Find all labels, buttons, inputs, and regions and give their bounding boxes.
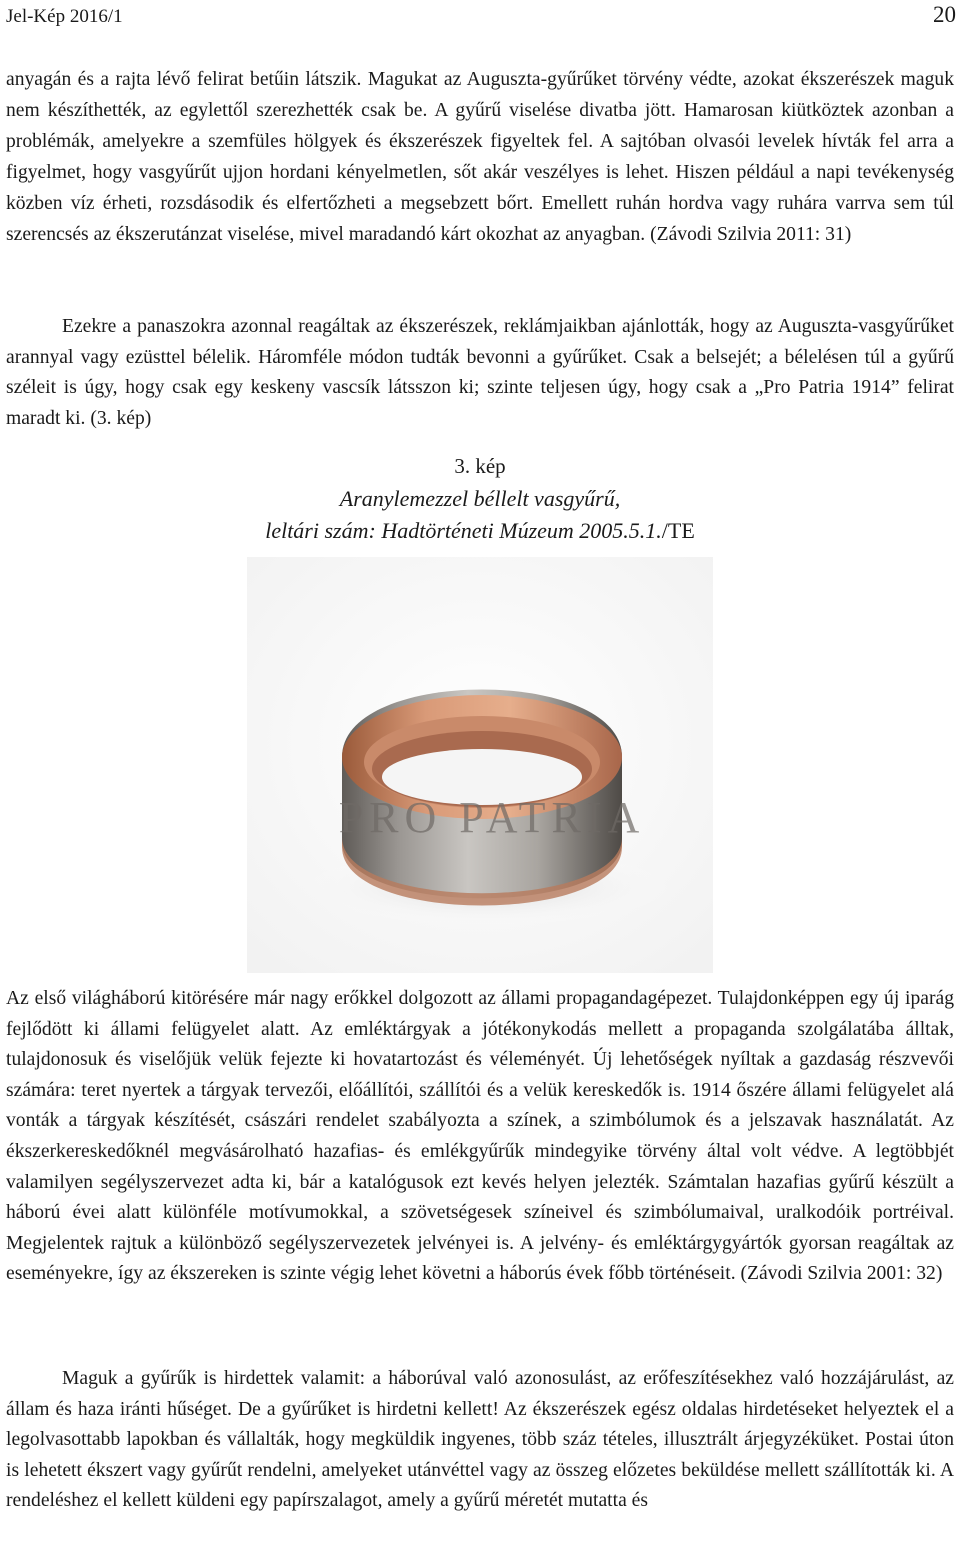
figure-inventory xyxy=(0,518,960,544)
journal-title: Jel-Kép 2016/1 xyxy=(6,6,123,27)
inventory-suffix: /TE xyxy=(661,518,695,543)
inventory-number: leltári szám: Hadtörténeti Múzeum 2005.5.1. xyxy=(265,518,662,543)
paragraph-4: Maguk a gyűrűk is hirdettek valamit: a háborúval való azonosulást, az erőfeszítésekhez való hozzájárulást, az állam és haza iránti hűséget. De a gyűrűket is hirdetni kellett! Az ékszerészek egész oldalas hirdetéseket helyeztek el a legolvasottabb lapokban és vállalták, hogy megküldik ingyenes, több száz tételes, illusztrált árjegyzéküket. Postai úton is lehetett ékszert vagy gyűrűt rendelni, amelyeket utánvéttel vagy az összeg előzetes beküldése mellett szállították ki. A rendeléshez el kellett küldeni egy papírszalagot, amely a gyűrű méretét mutatta és xyxy=(6,1368,954,1511)
ring-inscription: PRO PATRIA xyxy=(338,793,646,842)
paragraph-2: Ezekre a panaszokra azonnal reagáltak az ékszerészek, reklámjaikban ajánlották, hogy az Auguszta-vasgyűrűket arannyal vagy ezüsttel bélelik. Háromféle módon tudták bevonni a gyűrűket. Csak a belsejét; a bélelésen túl a gyűrű széleit is úgy, hogy csak egy keskeny vascsík látsszon ki; szinte teljesen úgy, hogy csak a „Pro Patria 1914” felirat maradt ki. (3. kép) xyxy=(6,316,954,429)
ring-illustration xyxy=(247,557,713,973)
page-number: 20 xyxy=(933,2,956,27)
paragraph-1: anyagán és a rajta lévő felirat betűin látszik. Magukat az Auguszta-gyűrűket törvény védte, azokat ékszerészek maguk nem készíthették, az egylettől szerezhették csak be. A gyűrű viselése divatba jött. Hamarosan kiütköztek azonban a problémák, amelyekre a szemfüles hölgyek és ékszerészek figyeltek fel. A sajtóban olvasói levelek hívták fel arra a figyelmet, hogy vasgyűrűt ujjon hordani kényelmetlen, sőt akár veszélyes is lehet. Hiszen például a napi tevékenység közben víz érheti, rozsdásodik és elfertőzheti a megsebzett bőrt. Emellett ruhán hordva vagy ruhára varrva sem túl szerencsés az ékszerutánzat viselése, mivel maradandó kárt okozhat az anyagban. (Závodi Szilvia 2011: 31) xyxy=(6,69,954,245)
figure-title: Aranylemezzel béllelt vasgyűrű, xyxy=(339,486,621,511)
ring-photo xyxy=(247,557,713,973)
paragraph-3: Az első világháború kitörésére már nagy erőkkel dolgozott az állami propagandagépezet. Tulajdonképpen egy új iparág fejlődött ki állami felügyelet alatt. Az emléktárgyak a jótékonykodás mellett a propaganda szolgálatába álltak, tulajdonosuk és viselőjük velük fejezte ki hovatartozást és véleményét. Új lehetőségek nyíltak a gazdaság részvevői számára: teret nyertek a tárgyak tervezői, előállítói, szállítói és a velük kereskedők is. 1914 őszére állami felügyelet alá vonták a tárgyak készítését, császári rendelet szabályozta a színek, a szimbólumok és a jelszavak használatát. Az ékszerkereskedőknél megvásárolható hazafias- és emlékgyűrűk mindegyike törvény által volt védve. A legtöbbjét valamilyen segélyszervezet adta ki, bár a katalógusok ezt kevés helyen jelezték. Számtalan hazafias gyűrű készült a háború évei alatt különféle motívumokkal, a szövetségesek színeivel és szimbólumaival, uralkodóik portréival. Megjelentek rajtuk a különböző segélyszervezetek jelvényei is. A jelvény- és emléktárgygyártók gyorsan reagáltak az eseményekre, így az ékszereken is szinte végig lehet követni a háborús évek főbb történéseit. (Závodi Szilvia 2001: 32) xyxy=(6,988,954,1285)
figure-label: 3. kép xyxy=(454,454,506,478)
page-header xyxy=(0,0,960,34)
